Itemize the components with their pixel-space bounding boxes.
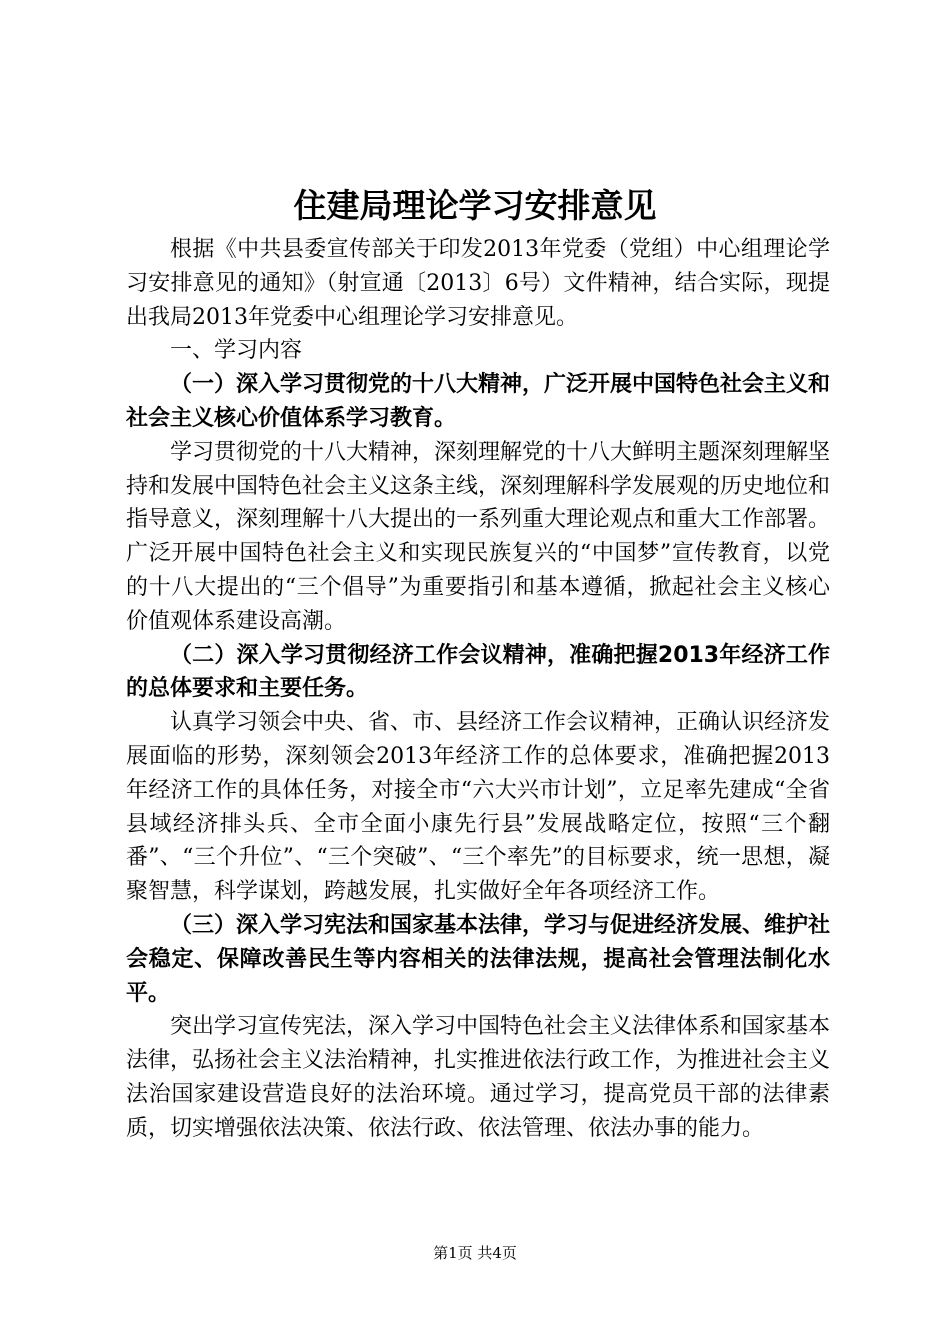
page-footer: 第1页 共4页: [433, 1244, 517, 1262]
intro-paragraph: 根据《中共县委宣传部关于印发2013年党委（党组）中心组理论学习安排意见的通知》（射宣通〔2013〕6号）文件精神，结合实际，现提出我局2013年党委中心组理论学习安排意见。: [126, 237, 830, 330]
body-paragraph-3: 突出学习宣传宪法，深入学习中国特色社会主义法律体系和国家基本法律，弘扬社会主义法治精神，扎实推进依法行政工作，为推进社会主义法治国家建设营造良好的法治环境。通过学习，提高党员干部的法律素质，切实增强依法决策、依法行政、依法管理、依法办事的能力。: [126, 1014, 831, 1141]
subheading-3: （三）深入学习宪法和国家基本法律，学习与促进经济发展、维护社会稳定、保障改善民生等内容相关的法律法规，提高社会管理法制化水平。: [126, 912, 831, 1006]
section-heading-study-content: 一、学习内容: [170, 338, 303, 364]
body-paragraph-1: 学习贯彻党的十八大精神，深刻理解党的十八大鲜明主题深刻理解坚持和发展中国特色社会主义这条主线，深刻理解科学发展观的历史地位和指导意义，深刻理解十八大提出的一系列重大理论观点和重大工作部署。广泛开展中国特色社会主义和实现民族复兴的“中国梦”宣传教育，以党的十八大提出的“三个倡导”为重要指引和基本遵循，掀起社会主义核心价值观体系建设高潮。: [126, 439, 831, 634]
body-paragraph-2: 认真学习领会中央、省、市、县经济工作会议精神，正确认识经济发展面临的形势，深刻领会2013年经济工作的总体要求，准确把握2013年经济工作的具体任务，对接全市“六大兴市计划”，立足率先建成“全省县域经济排头兵、全市全面小康先行县”发展战略定位，按照“三个翻番”、“三个升位”、“三个突破”、“三个率先”的目标要求，统一思想，凝聚智慧，科学谋划，跨越发展，扎实做好全年各项经济工作。: [126, 710, 831, 905]
subheading-2: （二）深入学习贯彻经济工作会议精神，准确把握2013年经济工作的总体要求和主要任务。: [126, 642, 830, 702]
document-body: [126, 233, 830, 1146]
subheading-1: （一）深入学习贯彻党的十八大精神，广泛开展中国特色社会主义和社会主义核心价值体系学习教育。: [126, 372, 831, 431]
document-title: 住建局理论学习安排意见: [293, 186, 657, 225]
